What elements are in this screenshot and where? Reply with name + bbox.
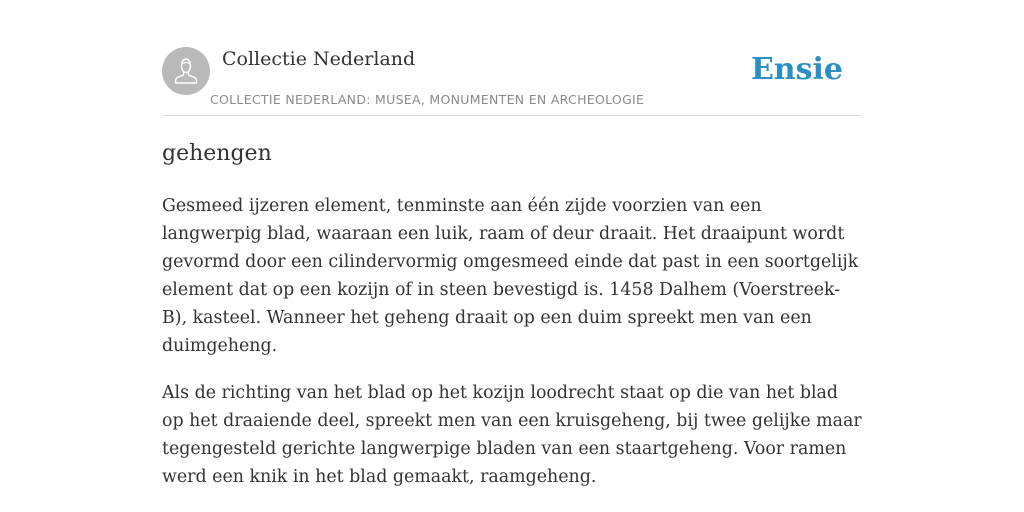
entry-definition	[162, 192, 862, 510]
source-name-link[interactable]: Collectie Nederland	[222, 48, 416, 70]
entry-term: gehengen	[162, 141, 272, 166]
source-header	[162, 46, 862, 116]
definition-paragraph: Als de richting van het blad op het kozijn loodrecht staat op die van het blad op het draaiende deel, spreekt men van een kruisgeheng, bij twee gelijke maar tegengesteld gerichte langwerpige bladen van een staartgeheng. Voor ramen werd een knik in het blad gemaakt, raamgeheng.	[162, 383, 862, 487]
ensie-logo-link[interactable]: Ensie	[750, 52, 843, 87]
user-silhouette-icon	[162, 47, 210, 95]
definition-paragraph: Gesmeed ijzeren element, tenminste aan één zijde voorzien van een langwerpig blad, waaraan een luik, raam of deur draait. Het draaipunt wordt gevormd door een cilindervormig omgesmeed einde dat past in een soortgelijk element dat op een kozijn of in steen bevestigd is. 1458 Dalhem (Voerstreek-B), kasteel. Wanneer het geheng draait op een duim spreekt men van een duimgeheng.	[162, 196, 859, 356]
source-description: COLLECTIE NEDERLAND: MUSEA, MONUMENTEN EN ARCHEOLOGIE	[210, 92, 645, 107]
source-avatar[interactable]	[162, 47, 210, 95]
